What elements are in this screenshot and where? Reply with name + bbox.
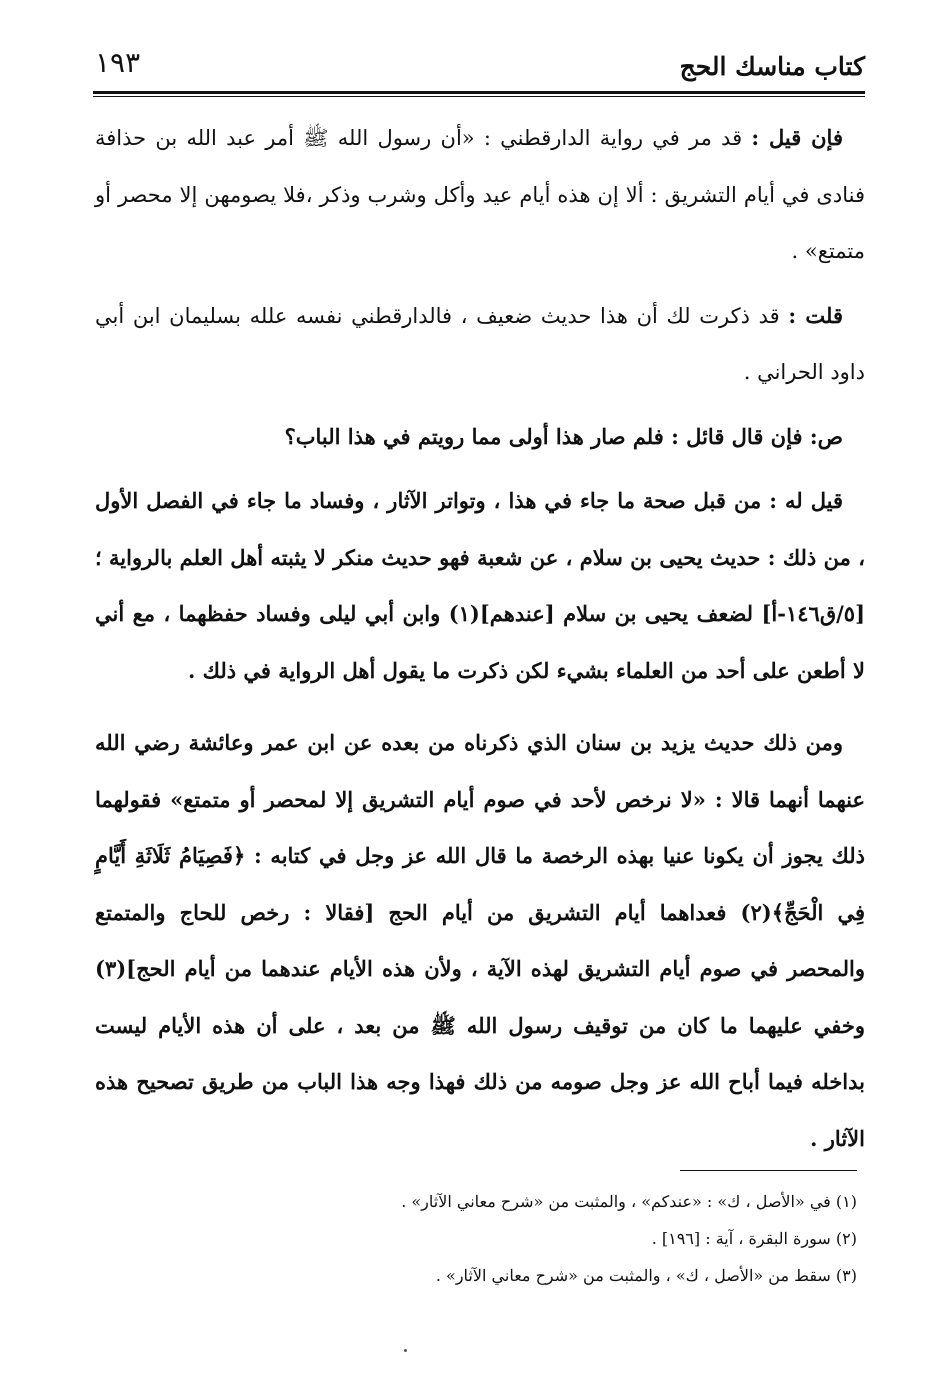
- footnote-2: (٢) سورة البقرة ، آية : [١٩٦] .: [651, 1229, 857, 1248]
- footnote-1: (١) في «الأصل ، ك» : «عندكم» ، والمثبت من «شرح معاني الآثار» .: [401, 1192, 857, 1211]
- running-title: كتاب مناسك الحج: [679, 52, 865, 81]
- paragraph-body: ص: فإن قال قائل : فلم صار هذا أولى مما رويتم في هذا الباب؟: [284, 423, 843, 449]
- main-text: [95, 110, 865, 1175]
- paragraph-lead: قلت :: [788, 302, 843, 328]
- paragraph-lead: فإن قيل :: [751, 125, 843, 150]
- paragraph-objection: [95, 110, 865, 280]
- paragraph-body: ومن ذلك حديث يزيد بن سنان الذي ذكرناه من بعده عن ابن عمر وعائشة رضي الله عنهما أنهما قالا : «لا نرخص لأحد في صوم أيام التشريق إلا لمحصر أو متمتع» فقولهما ذلك يجوز أن يكونا عنيا بهذه الرخصة ما قال الله عز وجل في كتابه : ﴿فَصِيَامُ ثَلَاثَةِ أَيَّامٍ فِي الْحَجِّ﴾(٢) فعداهما أيام التشريق من أيام الحج [فقالا : رخص للحاج والمتمتع والمحصر في صوم أيام التشريق لهذه الآية ، ولأن هذه الأيام عندهما من أيام الحج](٣) وخفي عليهما ما كان من توقيف رسول الله ﷺ من بعد ، على أن هذه الأيام ليست بداخله فيما أباح الله عز وجل صومه من ذلك فهذا وجه هذا الباب من طريق تصحيح هذه الآثار .: [95, 730, 865, 1151]
- paragraph-answer: [95, 473, 865, 699]
- paragraph-body: قد مر في رواية الدارقطني : «أن رسول الله ﷺ أمر عبد الله بن حذافة فنادى في أيام التشريق : ألا إن هذه أيام عيد وأكل وشرب وذكر ،فلا يصومهن إلا محصر أو متمتع» .: [95, 126, 865, 263]
- footnotes: [200, 1183, 857, 1294]
- paragraph-body: قد ذكرت لك أن هذا حديث ضعيف ، فالدارقطني نفسه علله بسليمان ابن أبي داود الحراني .: [95, 303, 865, 384]
- header-rule-secondary: [93, 96, 865, 97]
- header-rule: [93, 91, 865, 94]
- paragraph-question: [95, 409, 865, 466]
- footnote-divider: [680, 1170, 857, 1171]
- page-number: ١٩٣: [95, 46, 141, 79]
- paragraph-reply: [95, 288, 865, 401]
- footnote-3: (٣) سقط من «الأصل ، ك» ، والمثبت من «شرح معاني الآثار» .: [435, 1266, 857, 1285]
- page-header: [95, 40, 865, 90]
- paragraph-body: قيل له : من قبل صحة ما جاء في هذا ، وتواتر الآثار ، وفساد ما جاء في الفصل الأول ، من ذلك : حديث يحيى بن سلام ، عن شعبة فهو حديث منكر لا يثبته أهل العلم بالرواية ؛ [٥/ق١٤٦-أ] لضعف يحيى بن سلام [عندهم](١) وابن أبي ليلى وفساد حفظهما ، مع أني لا أطعن على أحد من العلماء بشيء لكن ذكرت ما يقول أهل الرواية في ذلك .: [95, 488, 866, 683]
- scan-speck: [404, 1349, 407, 1352]
- paragraph-discussion: [95, 715, 865, 1167]
